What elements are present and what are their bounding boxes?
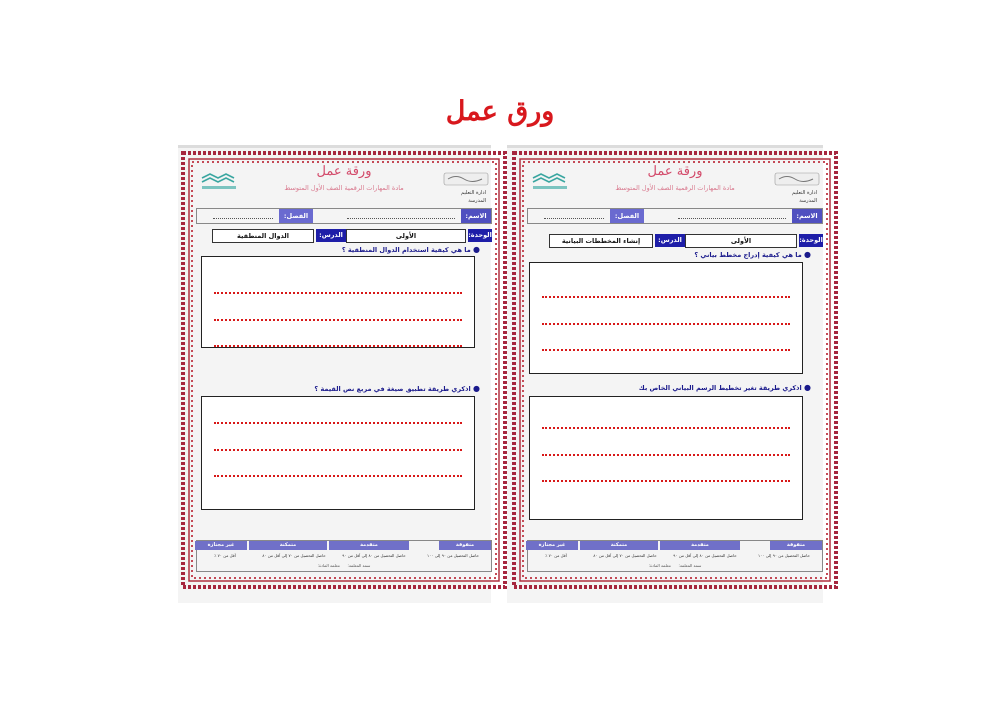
worksheet-subtitle: مادة المهارات الرقمية الصف الأول المتوسط	[615, 184, 735, 192]
bullet-icon: ●	[473, 384, 480, 393]
name-label: الاسم:	[461, 209, 491, 223]
rubric-header: متمكنة	[249, 541, 327, 550]
rubric-footer	[528, 562, 822, 570]
answer-box-2[interactable]	[529, 396, 803, 520]
question-1-text: ما هي كيفية إدراج مخطط بياني ؟	[694, 251, 802, 259]
rubric-desc: حاصل التحصيل من ٧٠ إلى أقل من ٨٠	[262, 553, 326, 558]
unit-value: الأولى	[346, 229, 466, 243]
rubric-footer	[197, 562, 491, 570]
bullet-icon: ●	[804, 383, 811, 392]
rubric-desc: حاصل التحصيل من ٨٠ إلى أقل من ٩٠	[673, 553, 737, 558]
bullet-icon: ●	[804, 250, 811, 259]
answer-line	[542, 454, 790, 456]
unit-label: الوحدة:	[468, 229, 492, 242]
question-2	[314, 384, 480, 393]
question-2	[639, 383, 811, 392]
worksheet-title: ورقة عمل	[647, 164, 703, 179]
name-field[interactable]	[678, 212, 786, 219]
answer-line	[214, 319, 462, 321]
unit-lesson-row	[527, 234, 823, 248]
admin-label: ادارة التعليم	[461, 190, 486, 196]
education-logo-icon	[529, 170, 573, 194]
school-label: المدرسة	[468, 198, 486, 204]
answer-line	[214, 422, 462, 424]
answer-line	[214, 292, 462, 294]
admin-label: ادارة التعليم	[792, 190, 817, 196]
rubric-header: متمكنة	[580, 541, 658, 550]
name-label: الاسم:	[792, 209, 822, 223]
unit-label: الوحدة:	[799, 234, 823, 247]
lesson-label: الدرس:	[655, 234, 685, 247]
rubric-header: متفوقة	[770, 541, 822, 550]
question-2-text: اذكري طريقة تطبيق صيغة في مربع نص القيمة ؟	[314, 385, 471, 393]
teacher-signature-label: سمة المعلمة:	[678, 563, 702, 568]
worksheet-header	[527, 162, 823, 208]
class-field[interactable]	[213, 212, 273, 219]
name-class-row	[527, 208, 823, 224]
rubric-header: غير مجتازة	[195, 541, 247, 550]
rubric-table	[527, 540, 823, 572]
answer-line	[214, 345, 462, 347]
name-class-row	[196, 208, 492, 224]
page-title: ورق عمل	[445, 96, 555, 127]
answer-line	[542, 296, 790, 298]
unit-lesson-row	[196, 229, 492, 243]
school-label: المدرسة	[799, 198, 817, 204]
lesson-value: إنشاء المخططات البيانية	[549, 234, 653, 248]
subject-teacher-label: معلمة المادة:	[648, 563, 671, 568]
rubric-desc: حاصل التحصيل من ٩٠ إلى ١٠٠	[758, 553, 810, 558]
unit-value: الأولى	[685, 234, 797, 248]
education-logo-icon	[198, 170, 242, 194]
rubric-table	[196, 540, 492, 572]
name-field[interactable]	[347, 212, 455, 219]
rubric-header: متقدمة	[329, 541, 409, 550]
worksheet-left	[180, 150, 508, 590]
question-1-text: ما هي كيفية استخدام الدوال المنطقية ؟	[341, 246, 471, 254]
question-1	[694, 250, 811, 259]
class-label: الفصل:	[610, 209, 644, 223]
rubric-header: متقدمة	[660, 541, 740, 550]
rubric-header: غير مجتازة	[526, 541, 578, 550]
rubric-desc: أقل من ٧٠ ٪	[214, 553, 236, 558]
answer-line	[542, 480, 790, 482]
worksheet-subtitle: مادة المهارات الرقمية الصف الأول المتوسط	[284, 184, 404, 192]
answer-line	[214, 475, 462, 477]
answer-line	[214, 449, 462, 451]
class-label: الفصل:	[279, 209, 313, 223]
bullet-icon: ●	[473, 245, 480, 254]
answer-line	[542, 349, 790, 351]
question-2-text: اذكري طريقة تغير تخطيط الرسم البياني الخاص بك	[638, 384, 802, 392]
worksheet-right	[511, 150, 839, 590]
worksheet-header	[196, 162, 492, 208]
rubric-desc: أقل من ٧٠ ٪	[545, 553, 567, 558]
teacher-signature-label: سمة المعلمة:	[347, 563, 371, 568]
rubric-header: متفوقة	[439, 541, 491, 550]
question-1	[342, 245, 480, 254]
rubric-desc: حاصل التحصيل من ٩٠ إلى ١٠٠	[427, 553, 479, 558]
answer-box-1[interactable]	[529, 262, 803, 374]
answer-box-2[interactable]	[201, 396, 475, 510]
answer-line	[542, 323, 790, 325]
lesson-label: الدرس:	[316, 229, 346, 242]
subject-teacher-label: معلمة المادة:	[317, 563, 340, 568]
rubric-desc: حاصل التحصيل من ٨٠ إلى أقل من ٩٠	[342, 553, 406, 558]
answer-box-1[interactable]	[201, 256, 475, 348]
worksheet-title: ورقة عمل	[316, 164, 372, 179]
lesson-value: الدوال المنطقية	[212, 229, 314, 243]
class-field[interactable]	[544, 212, 604, 219]
rubric-desc: حاصل التحصيل من ٧٠ إلى أقل من ٨٠	[593, 553, 657, 558]
answer-line	[542, 427, 790, 429]
